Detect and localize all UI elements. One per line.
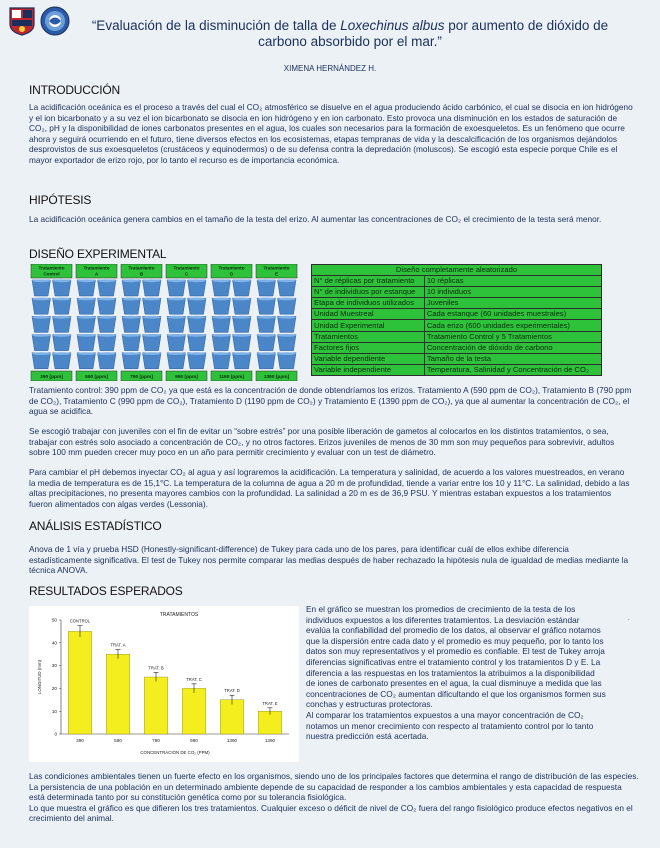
species-name: Loxechinus albus: [340, 18, 445, 33]
tank-rim: [77, 298, 96, 301]
tank-bucket-icon: [122, 298, 141, 314]
tank-rim: [257, 279, 276, 282]
tank-bucket-icon: [53, 280, 72, 296]
conclusion-paragraph-1: Las condiciones ambientales tienen un fuerte efecto en los organismos, siendo uno de los principales factores que determina el rango de distribución de las especies. La persistencia de una población en un determinado ambiente depende de su capacidad de responder a los cambios ambientales y esta capacidad de respuesta está determinada tanto por su constitución genética como por su tolerancia fisiológica.: [29, 771, 639, 803]
bar-label: TRAT. A: [110, 642, 126, 648]
tank-bucket-icon: [188, 298, 207, 314]
tank-rim: [143, 298, 162, 301]
design-table-key: N° de individuos por estanque: [312, 287, 425, 298]
tank-rim: [32, 316, 51, 319]
tank-rim: [32, 334, 51, 337]
tank-rim: [122, 352, 141, 355]
bucket-treatment-diagram: [29, 264, 299, 381]
resultados-bottom-text: [29, 771, 639, 824]
tank-rim: [257, 316, 276, 319]
design-table-row: [312, 287, 602, 298]
design-table-value: Juveniles: [424, 298, 601, 309]
resultados-paragraph-1: En el gráfico se muestran los promedios de crecimiento de la testa de los individuos expuestos a los diferentes tratamientos. La desviación estándar evalúa la confiabilidad del promedio de los datos, al observar el gráfico notamos que la dispersión entre cada dato y el promedio es muy pequeño, por lo tanto los datos son muy representativos y el promedio es confiable. El test de Tukey arroja diferencias significativas entre el tratamiento control y los tratamientos D y E. La diferencia a las respuestas en los tratamientos la atribuimos a la disponibilidad de iones de carbonato presentes en el agua, la cual disminuye a medida que las concentraciones de CO₂ aumentan dificultando el que los organismos formen sus conchas y estructuras protectoras.: [306, 604, 606, 710]
design-table-row: [312, 353, 602, 364]
treatment-ppm-label: 990 [ppm]: [175, 375, 198, 380]
tratamientos-text: Tratamiento control: 390 ppm de CO₂ ya que está es la concentración de donde obtendríamos los erizos. Tratamiento A (590 ppm de CO₂), Tratamiento B (790 ppm de CO₂), Tratamiento C (990 ppm de CO₂), Tratamiento D (1190 ppm de CO₂) y Tratamiento E (1390 ppm de CO₂), ya que al aumentar la concentración de CO₂, el agua se acidifica.: [29, 385, 632, 417]
tank-bucket-icon: [167, 335, 186, 351]
tank-rim: [98, 298, 117, 301]
tank-rim: [278, 334, 297, 337]
tank-rim: [53, 352, 72, 355]
heading-hipotesis: HIPÓTESIS: [29, 193, 92, 207]
tank-rim: [53, 334, 72, 337]
heading-diseno-experimental: DISEÑO EXPERIMENTAL: [29, 247, 167, 261]
treatment-header-line1: Tratamiento: [173, 265, 200, 271]
author-name: XIMENA HERNÁNDEZ H.: [283, 64, 377, 73]
tank-bucket-icon: [212, 280, 231, 296]
x-tick-label: 1390: [264, 738, 276, 743]
tank-rim: [212, 352, 231, 355]
chart-title: TRATAMIENTOS: [159, 612, 199, 618]
tank-rim: [32, 279, 51, 282]
x-axis-label: CONCENTRACIÓN DE CO₂ (PPM): [140, 750, 210, 755]
tank-bucket-icon: [53, 353, 72, 369]
tank-bucket-icon: [212, 353, 231, 369]
tank-rim: [233, 298, 252, 301]
design-table-key: Variable independiente: [312, 364, 425, 375]
tank-bucket-icon: [212, 335, 231, 351]
tank-bucket-icon: [278, 298, 297, 314]
bar: [220, 700, 244, 734]
tank-bucket-icon: [212, 298, 231, 314]
tank-bucket-icon: [278, 335, 297, 351]
design-table-row: [312, 276, 602, 287]
tank-rim: [122, 298, 141, 301]
design-table-value: Tamaño de la testa: [424, 353, 601, 364]
tank-bucket-icon: [98, 353, 117, 369]
tank-bucket-icon: [53, 298, 72, 314]
design-table-value: Cada estanque (60 unidades muestrales): [424, 309, 601, 320]
tank-rim: [143, 334, 162, 337]
university-crest-icon: [8, 6, 36, 36]
tank-rim: [188, 352, 207, 355]
design-table-row: [312, 309, 602, 320]
heading-analisis-estadistico: ANÁLISIS ESTADÍSTICO: [29, 519, 162, 533]
tank-bucket-icon: [188, 316, 207, 332]
design-table-value: Concentración de dióxido de carbono: [424, 342, 601, 353]
tank-rim: [167, 279, 186, 282]
logos: [8, 6, 70, 36]
bar: [144, 677, 168, 734]
design-table-row: [312, 331, 602, 342]
tank-rim: [233, 352, 252, 355]
analisis-text: Anova de 1 vía y prueba HSD (Honestly-significant-difference) de Tukey para cada uno de los pares, para identificar cuál de ellos exhibe diferencia estadísticamente significativa. El test de Tukey nos permite comparar las medias después de haber rechazado la hipótesis nula de igualdad de medias mediante la técnica ANOVA.: [29, 544, 629, 576]
tank-rim: [257, 352, 276, 355]
tank-bucket-icon: [233, 280, 252, 296]
design-table-key: Tratamientos: [312, 331, 425, 342]
tank-rim: [77, 352, 96, 355]
tank-rim: [122, 279, 141, 282]
treatment-header-line2: D: [229, 271, 234, 277]
tank-rim: [233, 334, 252, 337]
treatment-header-line2: E: [274, 271, 279, 277]
tank-rim: [188, 316, 207, 319]
tank-rim: [212, 316, 231, 319]
tank-rim: [233, 316, 252, 319]
tank-rim: [122, 334, 141, 337]
tank-bucket-icon: [98, 335, 117, 351]
tank-bucket-icon: [278, 316, 297, 332]
design-table-title: Diseño completamente aleatorizado: [312, 265, 602, 276]
tank-bucket-icon: [77, 316, 96, 332]
y-tick-label: 0: [54, 731, 57, 737]
tank-bucket-icon: [257, 316, 276, 332]
tank-bucket-icon: [167, 353, 186, 369]
y-tick-label: 50: [51, 617, 57, 623]
treatment-ppm-label: 390 [ppm]: [40, 375, 63, 380]
heading-resultados-esperados: RESULTADOS ESPERADOS: [29, 584, 183, 598]
x-tick-label: 990: [190, 738, 198, 743]
design-table-row: [312, 342, 602, 353]
tank-bucket-icon: [53, 316, 72, 332]
tank-rim: [98, 279, 117, 282]
treatment-ppm-label: 1390 [ppm]: [263, 375, 290, 380]
tank-bucket-icon: [233, 335, 252, 351]
bar: [106, 654, 130, 734]
tank-rim: [167, 298, 186, 301]
tank-rim: [53, 279, 72, 282]
x-tick-label: 390: [76, 738, 84, 743]
intro-text: La acidificación oceánica es el proceso a través del cual el CO₂ atmosférico se disuelve en el agua produciendo ácido carbónico, el cual se disocia en ion hidrógeno y el ion bicarbonato y a su vez el ion bicarbonato se disocia en ion hidrógeno y en ion carbonato. Esto provoca una disminución en los estados de saturación de CO₂, pH y la disponibilidad de iones carbonatos presentes en el agua, los cuales son necesarios para la formación de exoesqueletos. Es un fenómeno que ocurre ahora y seguirá ocurriendo en el futuro, tiene diversos efectos en los ecosistemas, etapas tempranas de vida y la descalcificación de los organismos dejándolos desprovistos de sus exoesqueletos (crustáceos y equinodermos) o de su defensa contra la depredación (moluscos). Se escogió esta especie porque Chile es el mayor exportador de erizo rojo, por lo tanto el recurso es de importancia económica.: [29, 102, 633, 165]
treatment-ppm-label: 1190 [ppm]: [218, 375, 245, 380]
conclusion-paragraph-2: Lo que muestra el gráfico es que difieren los tres tratamientos. Cualquier exceso o déficit de nivel de CO₂ fuera del rango fisiológico produce efectos negativos en el crecimiento del animal.: [29, 802, 633, 824]
tank-bucket-icon: [233, 316, 252, 332]
tank-bucket-icon: [188, 335, 207, 351]
tank-rim: [188, 298, 207, 301]
tank-bucket-icon: [98, 280, 117, 296]
tank-rim: [257, 334, 276, 337]
tank-bucket-icon: [167, 280, 186, 296]
resultados-paragraph-2: Al comparar los tratamientos expuestos a una mayor concentración de CO₂ notamos un menor crecimiento con respecto al tratamiento control por lo tanto nuestra predicción está acertada.: [306, 709, 594, 742]
tank-bucket-icon: [143, 298, 162, 314]
x-tick-label: 1390: [226, 738, 238, 743]
tank-rim: [212, 298, 231, 301]
tank-bucket-icon: [188, 353, 207, 369]
tank-bucket-icon: [257, 280, 276, 296]
tank-bucket-icon: [32, 316, 51, 332]
tank-rim: [212, 279, 231, 282]
hipotesis-text: La acidificación oceánica genera cambios en el tamaño de la testa del erizo. Al aumentar las concentraciones de CO₂ el crecimiento de la testa será menor.: [29, 214, 602, 224]
tank-bucket-icon: [32, 335, 51, 351]
treatment-header-line1: Tratamiento: [83, 265, 110, 271]
tank-bucket-icon: [167, 298, 186, 314]
tank-rim: [233, 279, 252, 282]
tank-rim: [278, 298, 297, 301]
tank-bucket-icon: [233, 298, 252, 314]
bar-label: TRAT. B: [148, 665, 164, 671]
tank-rim: [32, 298, 51, 301]
design-table-value: Tratamiento Control y 5 Tratamientos: [424, 331, 601, 342]
tank-rim: [257, 298, 276, 301]
ph-text: Para cambiar el pH debemos inyectar CO₂ al agua y así lograremos la acidificación. La temperatura y salinidad, de acuerdo a los valores muestreados, en verano la media de temperatura es de 15,1°C. La temperatura de la columna de agua a 20 m de profundidad, tiende a variar entre los 10 y 11°C. La salinidad, debido a las altas precipitaciones, no presenta mayores cambios con la profundidad. La salinidad a 20 m es de 36,9 PSU. Y mientras estaban expuestos a los tratamientos fueron alimentados con algas verdes (Lessonia).: [29, 467, 630, 509]
design-table-key: Etapa de individuos utilizados: [312, 298, 425, 309]
treatment-header-line2: C: [184, 271, 189, 277]
treatment-header-line1: Tratamiento: [128, 265, 155, 271]
design-table-row: [312, 320, 602, 331]
bar-label: TRAT. D: [224, 688, 240, 694]
tank-bucket-icon: [32, 353, 51, 369]
tank-bucket-icon: [257, 335, 276, 351]
tank-rim: [98, 352, 117, 355]
tank-bucket-icon: [257, 353, 276, 369]
tank-bucket-icon: [257, 298, 276, 314]
tank-rim: [98, 316, 117, 319]
tank-bucket-icon: [32, 298, 51, 314]
tank-bucket-icon: [143, 353, 162, 369]
tank-rim: [77, 334, 96, 337]
bar-label: TRAT. E: [262, 700, 278, 706]
treatment-ppm-label: 790 [ppm]: [130, 375, 153, 380]
tank-rim: [143, 352, 162, 355]
tank-bucket-icon: [212, 316, 231, 332]
design-table-key: Unidad Muestreal: [312, 309, 425, 320]
design-table-key: N° de réplicas por tratamiento: [312, 276, 425, 287]
tank-bucket-icon: [53, 335, 72, 351]
design-table-value: Temperatura, Salinidad y Concentración de CO₂: [424, 364, 601, 375]
tank-bucket-icon: [98, 298, 117, 314]
bar: [68, 631, 92, 734]
tank-bucket-icon: [98, 316, 117, 332]
tank-bucket-icon: [77, 353, 96, 369]
tank-rim: [167, 316, 186, 319]
design-table-key: Variable dependiente: [312, 353, 425, 364]
design-table-row: [312, 364, 602, 375]
tank-rim: [53, 316, 72, 319]
tank-bucket-icon: [143, 335, 162, 351]
treatment-header-line2: B: [139, 271, 144, 277]
design-table-key: Factores fijos: [312, 342, 425, 353]
treatment-header-line1: Tratamiento: [263, 265, 290, 271]
stray-dot: .: [628, 616, 630, 622]
resultados-side-text: [306, 604, 606, 742]
bar-label: TRAT. C: [186, 676, 202, 682]
tank-bucket-icon: [188, 280, 207, 296]
x-tick-label: 790: [152, 738, 160, 743]
tank-rim: [188, 334, 207, 337]
treatment-header-line2: Control: [43, 271, 60, 277]
design-table: [311, 264, 602, 376]
tank-rim: [98, 334, 117, 337]
tank-bucket-icon: [278, 280, 297, 296]
x-tick-label: 590: [114, 738, 122, 743]
faculty-seal-icon: [40, 6, 70, 36]
tank-bucket-icon: [77, 298, 96, 314]
design-table-value: 10 individuos: [424, 287, 601, 298]
tank-rim: [167, 334, 186, 337]
tank-rim: [143, 316, 162, 319]
treatment-header-line1: Tratamiento: [218, 265, 245, 271]
design-table-value: 10 réplicas: [424, 276, 601, 287]
tank-rim: [77, 279, 96, 282]
treatment-header-line1: Tratamiento: [38, 265, 65, 271]
y-tick-label: 20: [51, 686, 57, 691]
poster-title: “Evaluación de la disminución de talla de Loxechinus albus por aumento de dióxido de carbono absorbido por el mar.”: [91, 18, 609, 49]
tank-rim: [278, 316, 297, 319]
tank-rim: [143, 279, 162, 282]
tank-rim: [77, 316, 96, 319]
tank-bucket-icon: [122, 280, 141, 296]
tank-bucket-icon: [122, 316, 141, 332]
tank-bucket-icon: [167, 316, 186, 332]
bar-label: CONTROL: [69, 618, 91, 624]
bar: [182, 688, 206, 734]
design-table-key: Unidad Experimental: [312, 320, 425, 331]
treatment-ppm-label: 590 [ppm]: [85, 375, 108, 380]
heading-introduccion: INTRODUCCIÓN: [29, 83, 120, 97]
y-tick-label: 40: [51, 640, 57, 646]
design-table-row: [312, 298, 602, 309]
results-bar-chart: [29, 606, 299, 762]
tank-rim: [32, 352, 51, 355]
y-tick-label: 30: [51, 663, 57, 669]
tank-bucket-icon: [143, 316, 162, 332]
tank-bucket-icon: [77, 280, 96, 296]
tank-bucket-icon: [122, 335, 141, 351]
y-axis-label: LONGITUD (mm): [37, 659, 42, 695]
tank-rim: [53, 298, 72, 301]
tank-bucket-icon: [143, 280, 162, 296]
treatment-header-line2: A: [94, 271, 99, 277]
tank-rim: [278, 352, 297, 355]
tank-rim: [278, 279, 297, 282]
tank-bucket-icon: [32, 280, 51, 296]
juveniles-text: Se escogió trabajar con juveniles con el fin de evitar un “sobre estrés” por una posible liberación de gametos al colocarlos en los distintos tratamientos, o sea, trabajar con estrés solo asociado a concentración de CO₂, y no otros factores. Erizos juveniles de menos de 30 mm son muy pequeños para sobrevivir, adultos sobre 100 mm pueden crecer muy poco en un año para permitir crecimiento y evaluar con un test de diámetro.: [29, 426, 615, 458]
tank-bucket-icon: [77, 335, 96, 351]
y-tick-label: 10: [51, 708, 57, 714]
tank-rim: [167, 352, 186, 355]
tank-bucket-icon: [233, 353, 252, 369]
design-table-value: Cada erizo (600 unidades experimentales): [424, 320, 601, 331]
tank-bucket-icon: [122, 353, 141, 369]
tank-rim: [122, 316, 141, 319]
tank-rim: [212, 334, 231, 337]
tank-rim: [188, 279, 207, 282]
tank-bucket-icon: [278, 353, 297, 369]
